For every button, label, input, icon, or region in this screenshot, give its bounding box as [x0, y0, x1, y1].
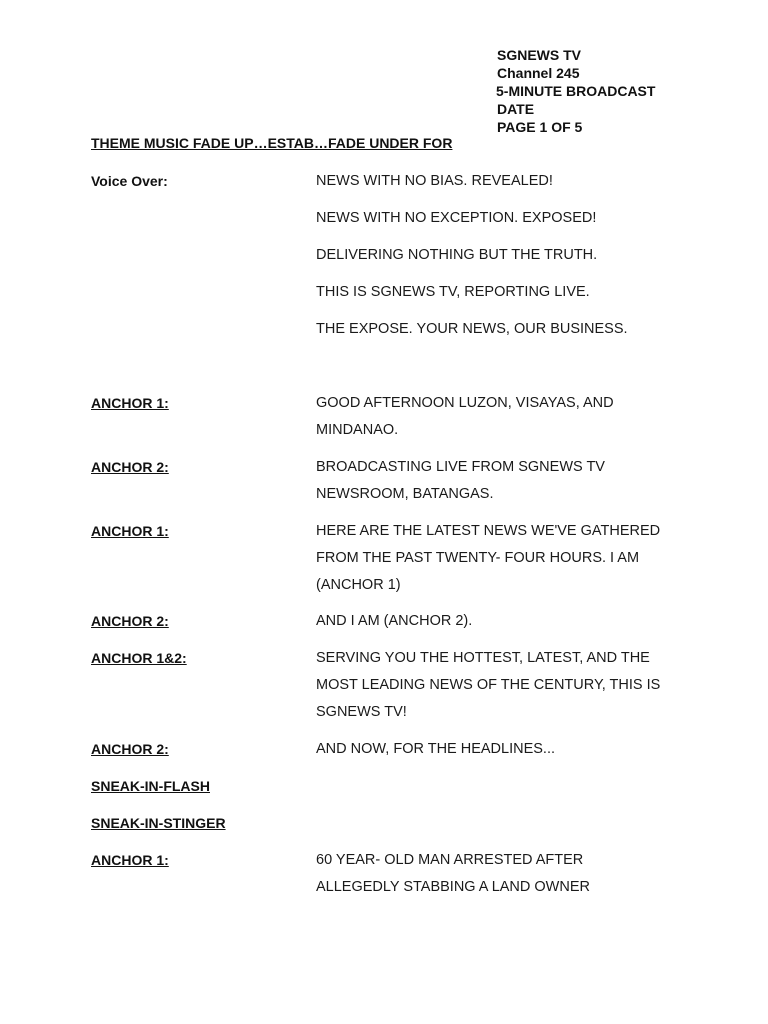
theme-music-cue: THEME MUSIC FADE UP…ESTAB…FADE UNDER FOR: [91, 135, 453, 151]
dialogue-line: NEWSROOM, BATANGAS.: [316, 486, 494, 502]
voice-over-line: THE EXPOSE. YOUR NEWS, OUR BUSINESS.: [316, 321, 628, 337]
dialogue-line: FROM THE PAST TWENTY- FOUR HOURS. I AM: [316, 550, 640, 566]
speaker-label: ANCHOR 1:: [91, 852, 169, 868]
speaker-label: ANCHOR 1&2:: [91, 650, 187, 666]
dialogue-line: 60 YEAR- OLD MAN ARRESTED AFTER: [316, 852, 584, 868]
page-number: PAGE 1 OF 5: [497, 119, 583, 135]
broadcast-format: 5-MINUTE BROADCAST: [496, 83, 656, 99]
dialogue-line: SERVING YOU THE HOTTEST, LATEST, AND THE: [316, 650, 650, 666]
channel-number: Channel 245: [497, 65, 580, 81]
dialogue-line: AND NOW, FOR THE HEADLINES...: [316, 741, 556, 757]
voice-over-label: Voice Over:: [91, 173, 168, 189]
dialogue-line: SGNEWS TV!: [316, 704, 407, 720]
broadcast-date: DATE: [497, 101, 535, 117]
speaker-label: ANCHOR 1:: [91, 395, 169, 411]
voice-over-line: DELIVERING NOTHING BUT THE TRUTH.: [316, 247, 598, 263]
speaker-label: ANCHOR 2:: [91, 459, 169, 475]
script-header: [497, 46, 655, 136]
dialogue-line: MINDANAO.: [316, 422, 399, 438]
speaker-label: ANCHOR 2:: [91, 613, 169, 629]
voice-over-line: NEWS WITH NO BIAS. REVEALED!: [316, 173, 553, 189]
dialogue-line: HERE ARE THE LATEST NEWS WE'VE GATHERED: [316, 523, 661, 539]
dialogue-line: GOOD AFTERNOON LUZON, VISAYAS, AND: [316, 395, 614, 411]
dialogue: [316, 454, 706, 508]
sneak-in-stinger-cue: SNEAK-IN-STINGER: [91, 815, 226, 831]
dialogue: [316, 608, 706, 635]
dialogue-line: ALLEGEDLY STABBING A LAND OWNER: [316, 879, 590, 895]
dialogue-line: MOST LEADING NEWS OF THE CENTURY, THIS IS: [316, 677, 661, 693]
speaker-label: ANCHOR 2:: [91, 741, 169, 757]
dialogue-line: (ANCHOR 1): [316, 577, 401, 593]
dialogue: [316, 390, 706, 444]
dialogue: [316, 736, 706, 763]
voice-over-line: NEWS WITH NO EXCEPTION. EXPOSED!: [316, 210, 597, 226]
dialogue: [316, 847, 706, 901]
speaker-label: ANCHOR 1:: [91, 523, 169, 539]
dialogue: [316, 645, 706, 726]
dialogue-line: AND I AM (ANCHOR 2).: [316, 613, 473, 629]
sneak-in-flash-cue: SNEAK-IN-FLASH: [91, 778, 210, 794]
dialogue-line: BROADCASTING LIVE FROM SGNEWS TV: [316, 459, 605, 475]
station-name: SGNEWS TV: [497, 47, 582, 63]
dialogue: [316, 518, 706, 599]
voice-over-line: THIS IS SGNEWS TV, REPORTING LIVE.: [316, 284, 590, 300]
